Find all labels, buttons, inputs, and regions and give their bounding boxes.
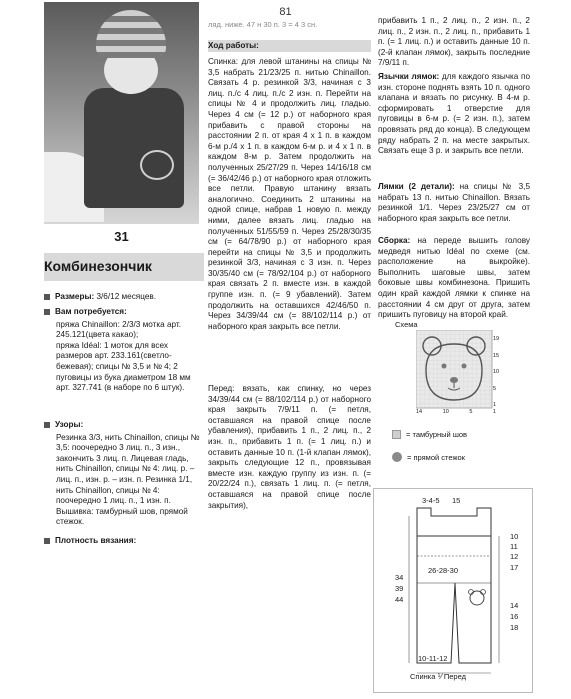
pattern-right-labels-top: 10 11 12 bbox=[510, 532, 519, 561]
assembly-block: Сборка: на переде вышить голову медведя нитью Idéal по схеме (см. расположение на выкройке). Выполнить шаговые швы, затем боковые швы комбинезона. Пришить один край каждой лямки к спинке на расстоянии 4 см друг от друга, затем пришить пуговицу на второй край. bbox=[378, 236, 530, 320]
page-title: Комбинезончик bbox=[44, 258, 152, 274]
straight-stitch-swatch bbox=[392, 452, 402, 462]
pattern-left-labels: 34 39 44 bbox=[395, 573, 404, 604]
materials-text-2: пряжа Idéal: 1 моток для всех размеров арт. 233.161(светло-бежевая); спицы № 3,5 и № 4; 2 пуговицы из бука диаметром 18 мм арт. 327.741 (в наборе по 6 штук). bbox=[56, 340, 191, 393]
straps-block: Лямки (2 детали): на спицы № 3,5 набрать 13 п. нитью Chinaillon. Вязать резинкой 1/1. Через 23/25/27 см от наборного края закрыть все петли. bbox=[378, 182, 530, 223]
patterns-block: Узоры: Резинка 3/3, нить Chinaillon, спицы № 3,5: поочередно 3 лиц. п., 3 изн., закончить 3 лиц. п. Лицевая гладь, нить Chinaillon, спицы № 4: лиц. р. – лиц. п., изн. р. – изн. п. Резинка 1/1, нить Chinaillon, спицы № 4: поочередно 1 лиц. п., 1 изн. п. Вышивка: тамбурный шов, прямой стежок. bbox=[44, 420, 202, 528]
front-text: Перед: вязать, как спинку, но через 34/39/44 см (= 88/102/114 р.) от наборного края закрыть 7/9/11 п. (= петля, оставшаяся на правой спице после убавления), прибавить 1 п., 2 лиц. п., 2 изн. п., прибавить 1 п. (= 1 лиц. п.) и оставить данные 10 п. (1-й клапан лямок), закрыть следующие 12 п., провязывая вместе изн. каждую группу из изн. п. (= 20/22/24 п.), связать 1 лиц. п. (= петля, оставшаяся на правой спице после закрытия), bbox=[208, 384, 371, 510]
chain-stitch-swatch bbox=[392, 430, 401, 439]
pattern-top-label-2: 15 bbox=[452, 496, 461, 505]
romper-photo bbox=[44, 2, 199, 224]
legend-chain: = тамбурный шов bbox=[392, 430, 467, 439]
schema-ticks-right: 19 15 10 5 1 bbox=[493, 336, 500, 408]
tongues-block: Язычки лямок: для каждого язычка по изн. стороне поднять взять 10 п. одного клапана и вязать по рисунку. В 4-м р. сформировать 1 отверстие для пуговицы в 6-м р. (= 2 изн. п.), затем провязать ряд до конца). В следующем ряду набрать 2 п. на месте закрытых. Связать еще 3 р. и закрыть все петли. bbox=[378, 72, 530, 156]
top-text: прибавить 1 п., 2 лиц. п., 2 изн. п., 2 лиц. п., 2 изн. п., 2 лиц. п., прибавить 1 п. (= 1 лиц. п.) и оставить данные 10 п. (2-й клапан лямок), закрыть последние 7/9/11 п. bbox=[378, 16, 530, 68]
pattern-right-label-17: 17 bbox=[510, 563, 519, 572]
materials-text-1: пряжа Chinaillon: 2/3/3 мотка арт. 245.121(цвета какао); bbox=[56, 319, 182, 340]
pattern-right-labels-bottom: 14 16 18 bbox=[510, 601, 519, 632]
materials-block: Вам потребуется: пряжа Chinaillon: 2/3/3 мотка арт. 245.121(цвета какао); пряжа Idéal: 1 моток для всех размеров арт. 233.161(светло-бежевая); спицы № 3,5 и № 4; 2 пуговицы из бука диаметром 18 мм арт. 327.741 (в наборе по 6 штук). bbox=[44, 307, 202, 394]
back-text: Спинка: для левой штанины на спицы № 3,5 набрать 21/23/25 п. нитью Chinaillon. Связать 4 р. резинкой 3/3, начиная с 3 лиц. п./с 4 лиц. п./с 2 изн. п. Перейти на спицы № 4 и продолжить лиц. гладью. Через 4 см (= 12 р.) от наборного края прибавить с правой стороны на расстоянии 2 п. от края 4 х 1 п. в каждом 6-м р./4 х 1 п. в каждом 6-м р. и 4 х 1 п. в каждом 8-м р. Затем продолжить на полученных 25/27/29 п. Через 14/16/18 см (= 36/42/46 р.) от наборного края отложить все петли. Правую штанину вязать аналогично. Соединить 2 штанины на одной спице, набрав 1 новую п. между ними, далее вязать лиц. гладью на полученных 51/55/59 п. Через 25/28/30/35 см (= 64/78/90 р.) от наборного края перейти на спицы № 3,5 и продолжить резинкой 3/3, начиная с 3 изн. п. Через 30/35/40 см (= 78/92/104 р.) от наборного края связать 2 п. вместе изн. в каждой группе изн. п. (= 9 убавлений). Затем продолжить на оставшихся 42/46/50 п. Через 34/39/44 см (= 88/102/114 р.) от наборного края закрыть все петли. bbox=[208, 57, 371, 331]
patterns-text: Резинка 3/3, нить Chinaillon, спицы № 3,5: поочередно 3 лиц. п., 3 изн., закончить 3 лиц. п. Лицевая гладь, нить Chinaillon, спицы № 4: лиц. р. – лиц. п., изн. р. – изн. п. Резинка 1/1, нить Chinaillon, спицы № 4: поочередно 1 лиц. п., 1 изн. п. Вышивка: тамбурный шов, прямой стежок. bbox=[56, 432, 200, 527]
work-heading: Ход работы: bbox=[208, 41, 259, 50]
gauge-block: Плотность вязания: bbox=[44, 536, 202, 547]
sizes-block: Размеры: 3/6/12 месяцев. bbox=[44, 292, 202, 303]
pattern-top-label: 3-4-5 bbox=[422, 496, 440, 505]
schema-label: Схема bbox=[395, 320, 418, 329]
bear-head-chart bbox=[416, 330, 502, 416]
pattern-mid-label: 26-28-30 bbox=[428, 566, 459, 575]
schema-ticks-bottom: 14 10 5 1 bbox=[416, 409, 496, 415]
page-number: 81 bbox=[279, 6, 292, 18]
pattern-bottom-label: 10-11-12 bbox=[418, 654, 448, 663]
section-number: 31 bbox=[114, 229, 129, 244]
legend-straight: = прямой стежок bbox=[392, 452, 465, 462]
pattern-caption: Спинка ⅟ Перед bbox=[410, 672, 466, 681]
cut-line: ляд. ниже. 47 н 30 п. 3 = 4 3 сн. bbox=[208, 20, 318, 29]
